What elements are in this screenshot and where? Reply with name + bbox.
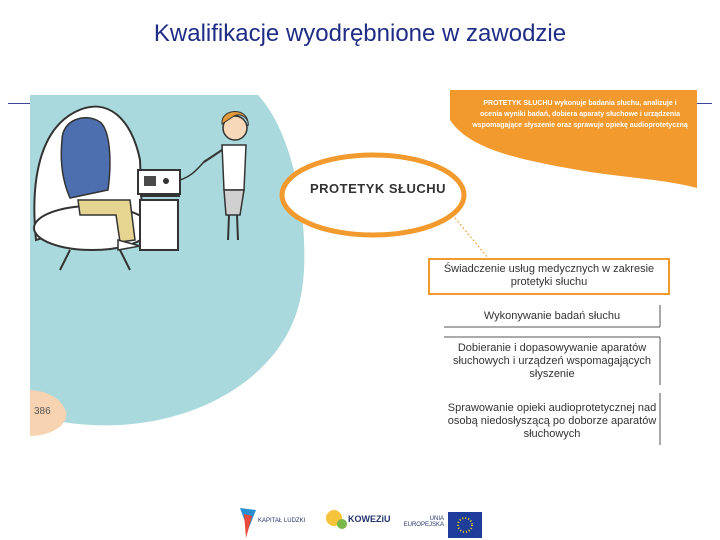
koweziu-text: KOWEZiU xyxy=(348,514,391,524)
qualification-main: Świadczenie usług medycznych w zakresie protetyki słuchu xyxy=(428,258,670,295)
task-item: Sprawowanie opieki audioprotetycznej nad osobą niedosłyszącą po doborze aparatów słuchowych xyxy=(447,402,657,440)
slide-title: Kwalifikacje wyodrębnione w zawodzie xyxy=(153,20,567,47)
kapital-ludzki-text: KAPITAŁ LUDZKI xyxy=(258,518,306,524)
page-number: 386 xyxy=(34,406,51,417)
oval-label: PROTETYK SŁUCHU xyxy=(309,181,447,196)
eu-flag-icon xyxy=(448,512,482,538)
task-item: Wykonywanie badań słuchu xyxy=(483,310,621,322)
eu-text: UNIA EUROPEJSKA xyxy=(403,516,444,528)
task-item: Dobieranie i dopasowywanie aparatów słuchowych i urządzeń wspomagających słyszenie xyxy=(452,342,652,380)
bubble-description: PROTETYK SŁUCHU wykonuje badania słuchu, analizuje i ocenia wyniki badań, dobiera aparaty słuchowe i urządzenia wspomagające słyszenie oraz sprawuje opiekę audioprotetyczną xyxy=(472,100,688,129)
